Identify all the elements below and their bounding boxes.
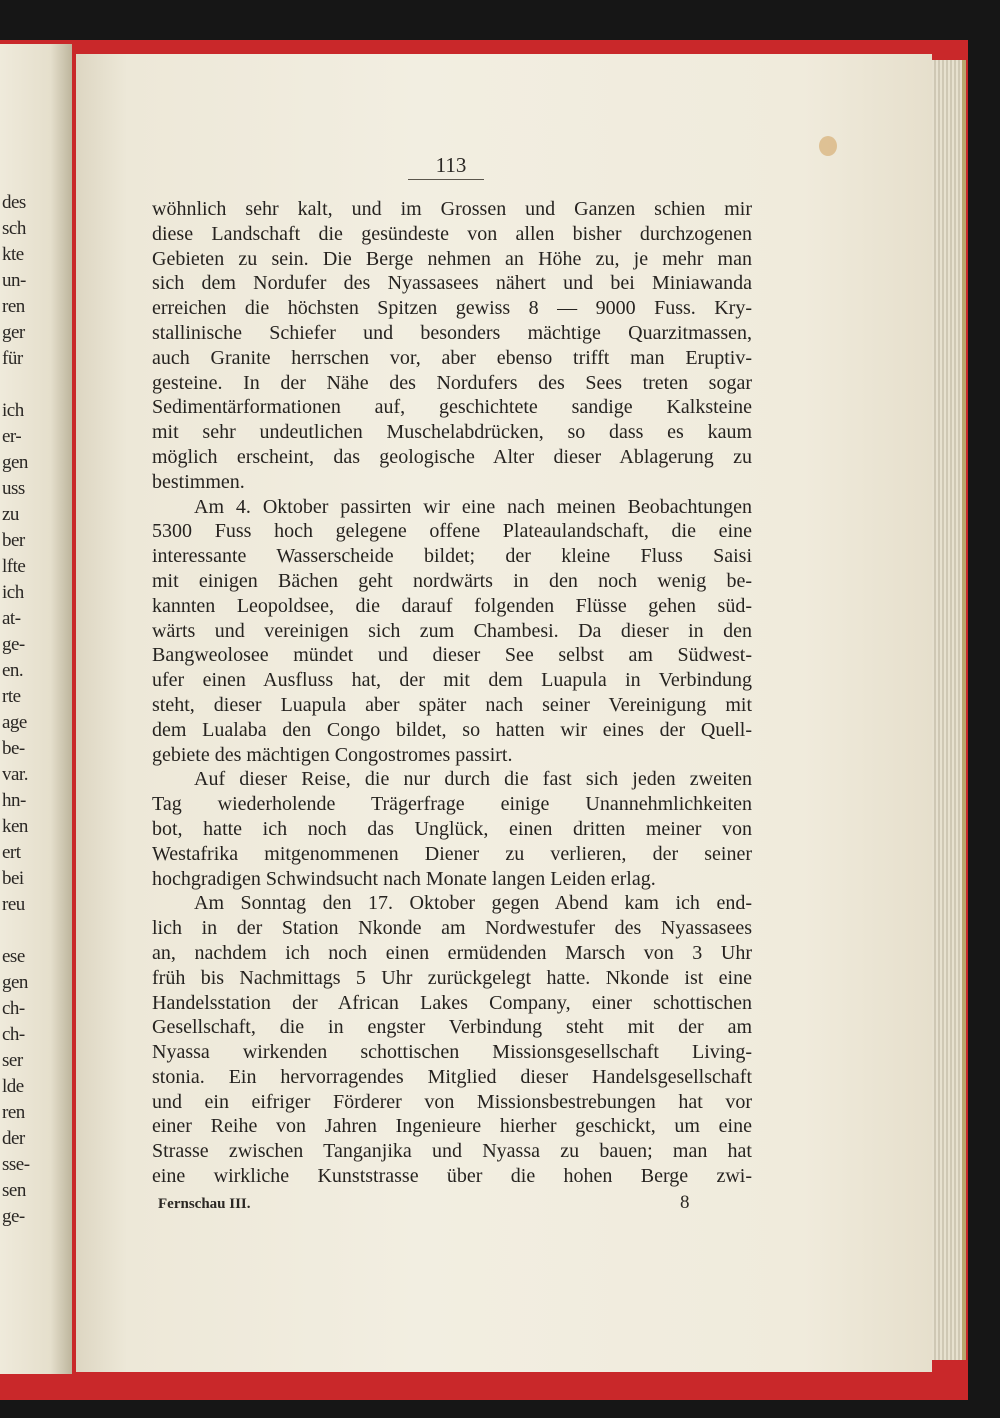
facing-page-fragment: ch- — [2, 998, 25, 1019]
text-line: kannten Leopoldsee, die darauf folgenden Flüsse gehen süd- — [152, 594, 752, 617]
text-line: Nyassa wirkenden schottischen Missionsgesellschaft Living- — [152, 1041, 752, 1064]
facing-page-fragment: be- — [2, 738, 25, 759]
text-line: sich dem Nordufer des Nyassasees nähert und bei Miniawanda — [152, 272, 752, 295]
facing-page-fragment: lde — [2, 1076, 24, 1097]
facing-page-fragment: at- — [2, 608, 21, 629]
facing-page-fragment: ch- — [2, 1024, 25, 1045]
text-line: steht, dieser Luapula aber später nach seiner Vereinigung mit — [152, 693, 752, 716]
page-body-text — [152, 197, 752, 1189]
text-line: mit einigen Bächen geht nordwärts in den noch wenig be- — [152, 569, 752, 592]
facing-page-fragment: ren — [2, 1102, 25, 1123]
text-line: an, nachdem ich noch einen ermüdenden Marsch von 3 Uhr — [152, 941, 752, 964]
facing-page-fragment: ich — [2, 582, 24, 603]
text-line: bot, hatte ich noch das Unglück, einen dritten meiner von — [152, 817, 752, 840]
text-line: interessante Wasserscheide bildet; der kleine Fluss Saisi — [152, 545, 752, 568]
text-line: auch Granite herrschen vor, aber ebenso trifft man Eruptiv- — [152, 346, 752, 369]
paper-stain — [819, 136, 837, 156]
text-line: Gesellschaft, die in engster Verbindung steht mit der am — [152, 1016, 752, 1039]
text-line: Am Sonntag den 17. Oktober gegen Abend kam ich end- — [194, 892, 752, 915]
text-line: eine wirkliche Kunststrasse über die hohen Berge zwi- — [152, 1165, 752, 1188]
text-line: stallinische Schiefer und besonders mächtige Quarzitmassen, — [152, 321, 752, 344]
facing-page-fragment: age — [2, 712, 27, 733]
facing-page-fragment: ken — [2, 816, 28, 837]
facing-page-fragment: ese — [2, 946, 25, 967]
text-line: ufer einen Ausfluss hat, der mit dem Luapula in Verbindung — [152, 669, 752, 692]
text-line: Westafrika mitgenommenen Diener zu verlieren, der seiner — [152, 842, 752, 865]
footer-number: 8 — [680, 1192, 690, 1213]
facing-page-fragment: ger — [2, 322, 25, 343]
facing-page-fragment: var. — [2, 764, 28, 785]
text-line: früh bis Nachmittags 5 Uhr zurückgelegt hatte. Nkonde ist eine — [152, 966, 752, 989]
text-line: stonia. Ein hervorragendes Mitglied dieser Handelsgesellschaft — [152, 1065, 752, 1088]
facing-page-fragment: gen — [2, 452, 28, 473]
facing-page-fragment: en. — [2, 660, 24, 681]
facing-page-fragment: für — [2, 348, 23, 369]
text-line: 5300 Fuss hoch gelegene offene Plateaulandschaft, die eine — [152, 520, 752, 543]
facing-page-fragment: ber — [2, 530, 25, 551]
text-line: Am 4. Oktober passirten wir eine nach meinen Beobachtungen — [194, 495, 752, 518]
facing-page-fragment: hn- — [2, 790, 26, 811]
text-line: gesteine. In der Nähe des Nordufers des Sees treten sogar — [152, 371, 752, 394]
text-line: Strasse zwischen Tanganjika und Nyassa zu bauen; man hat — [152, 1140, 752, 1163]
text-line: mit sehr undeutlichen Muschelabdrücken, so dass es kaum — [152, 421, 752, 444]
facing-page-fragment: kte — [2, 244, 24, 265]
text-line: wärts und vereinigen sich zum Chambesi. Da dieser in den — [152, 619, 752, 642]
text-line: und ein eifriger Förderer von Missionsbestrebungen hat vor — [152, 1090, 752, 1113]
text-line: diese Landschaft die gesündeste von allen bisher durchzogenen — [152, 222, 752, 245]
facing-page-fragment: bei — [2, 868, 24, 889]
facing-page-fragment: reu — [2, 894, 25, 915]
text-line: lich in der Station Nkonde am Nordwestufer des Nyassasees — [152, 917, 752, 940]
facing-page-fragment: zu — [2, 504, 19, 525]
text-line: Gebieten zu sein. Die Berge nehmen an Höhe zu, je mehr man — [152, 247, 752, 270]
text-line: hochgradigen Schwindsucht nach Monate langen Leiden erlag. — [152, 867, 656, 890]
facing-page-fragment: uss — [2, 478, 25, 499]
text-line: Handelsstation der African Lakes Company, einer schottischen — [152, 991, 752, 1014]
facing-page-fragment: ren — [2, 296, 25, 317]
text-line: Bangweolosee mündet und dieser See selbst am Südwest- — [152, 644, 752, 667]
facing-page-fragment: sen — [2, 1180, 26, 1201]
text-line: gebiete des mächtigen Congostromes passirt. — [152, 743, 513, 766]
facing-page-fragment: rte — [2, 686, 21, 707]
text-line: dem Lualaba den Congo bildet, so hatten wir eines der Quell- — [152, 718, 752, 741]
facing-page-fragment: gen — [2, 972, 28, 993]
text-line: Sedimentärformationen auf, geschichtete sandige Kalksteine — [152, 396, 752, 419]
facing-page-fragment: ich — [2, 400, 24, 421]
text-line: wöhnlich sehr kalt, und im Grossen und Ganzen schien mir — [152, 198, 752, 220]
facing-page — [0, 44, 72, 1374]
facing-page-fragment: des — [2, 192, 26, 213]
text-line: möglich erscheint, das geologische Alter dieser Ablagerung zu — [152, 445, 752, 468]
page-number: 113 — [435, 153, 467, 177]
header-rule — [408, 179, 484, 180]
facing-page-fragment: ert — [2, 842, 21, 863]
facing-page-fragment: ge- — [2, 1206, 25, 1227]
text-line: bestimmen. — [152, 470, 245, 493]
facing-page-fragment: ser — [2, 1050, 23, 1071]
facing-page-fragment: sch — [2, 218, 26, 239]
facing-page-fragment: ge- — [2, 634, 25, 655]
text-line: einer Reihe von Jahren Ingenieure hierher geschickt, um eine — [152, 1115, 752, 1138]
text-line: Auf dieser Reise, die nur durch die fast sich jeden zweiten — [194, 768, 752, 791]
facing-page-fragment: der — [2, 1128, 25, 1149]
text-line: Tag wiederholende Trägerfrage einige Unannehmlichkeiten — [152, 793, 752, 816]
facing-page-fragment: un- — [2, 270, 26, 291]
text-line: erreichen die höchsten Spitzen gewiss 8 — 9000 Fuss. Kry- — [152, 297, 752, 320]
facing-page-fragment: sse- — [2, 1154, 30, 1175]
footer-signature: Fernschau III. — [158, 1196, 251, 1212]
facing-page-fragment: lfte — [2, 556, 26, 577]
facing-page-fragment: er- — [2, 426, 22, 447]
